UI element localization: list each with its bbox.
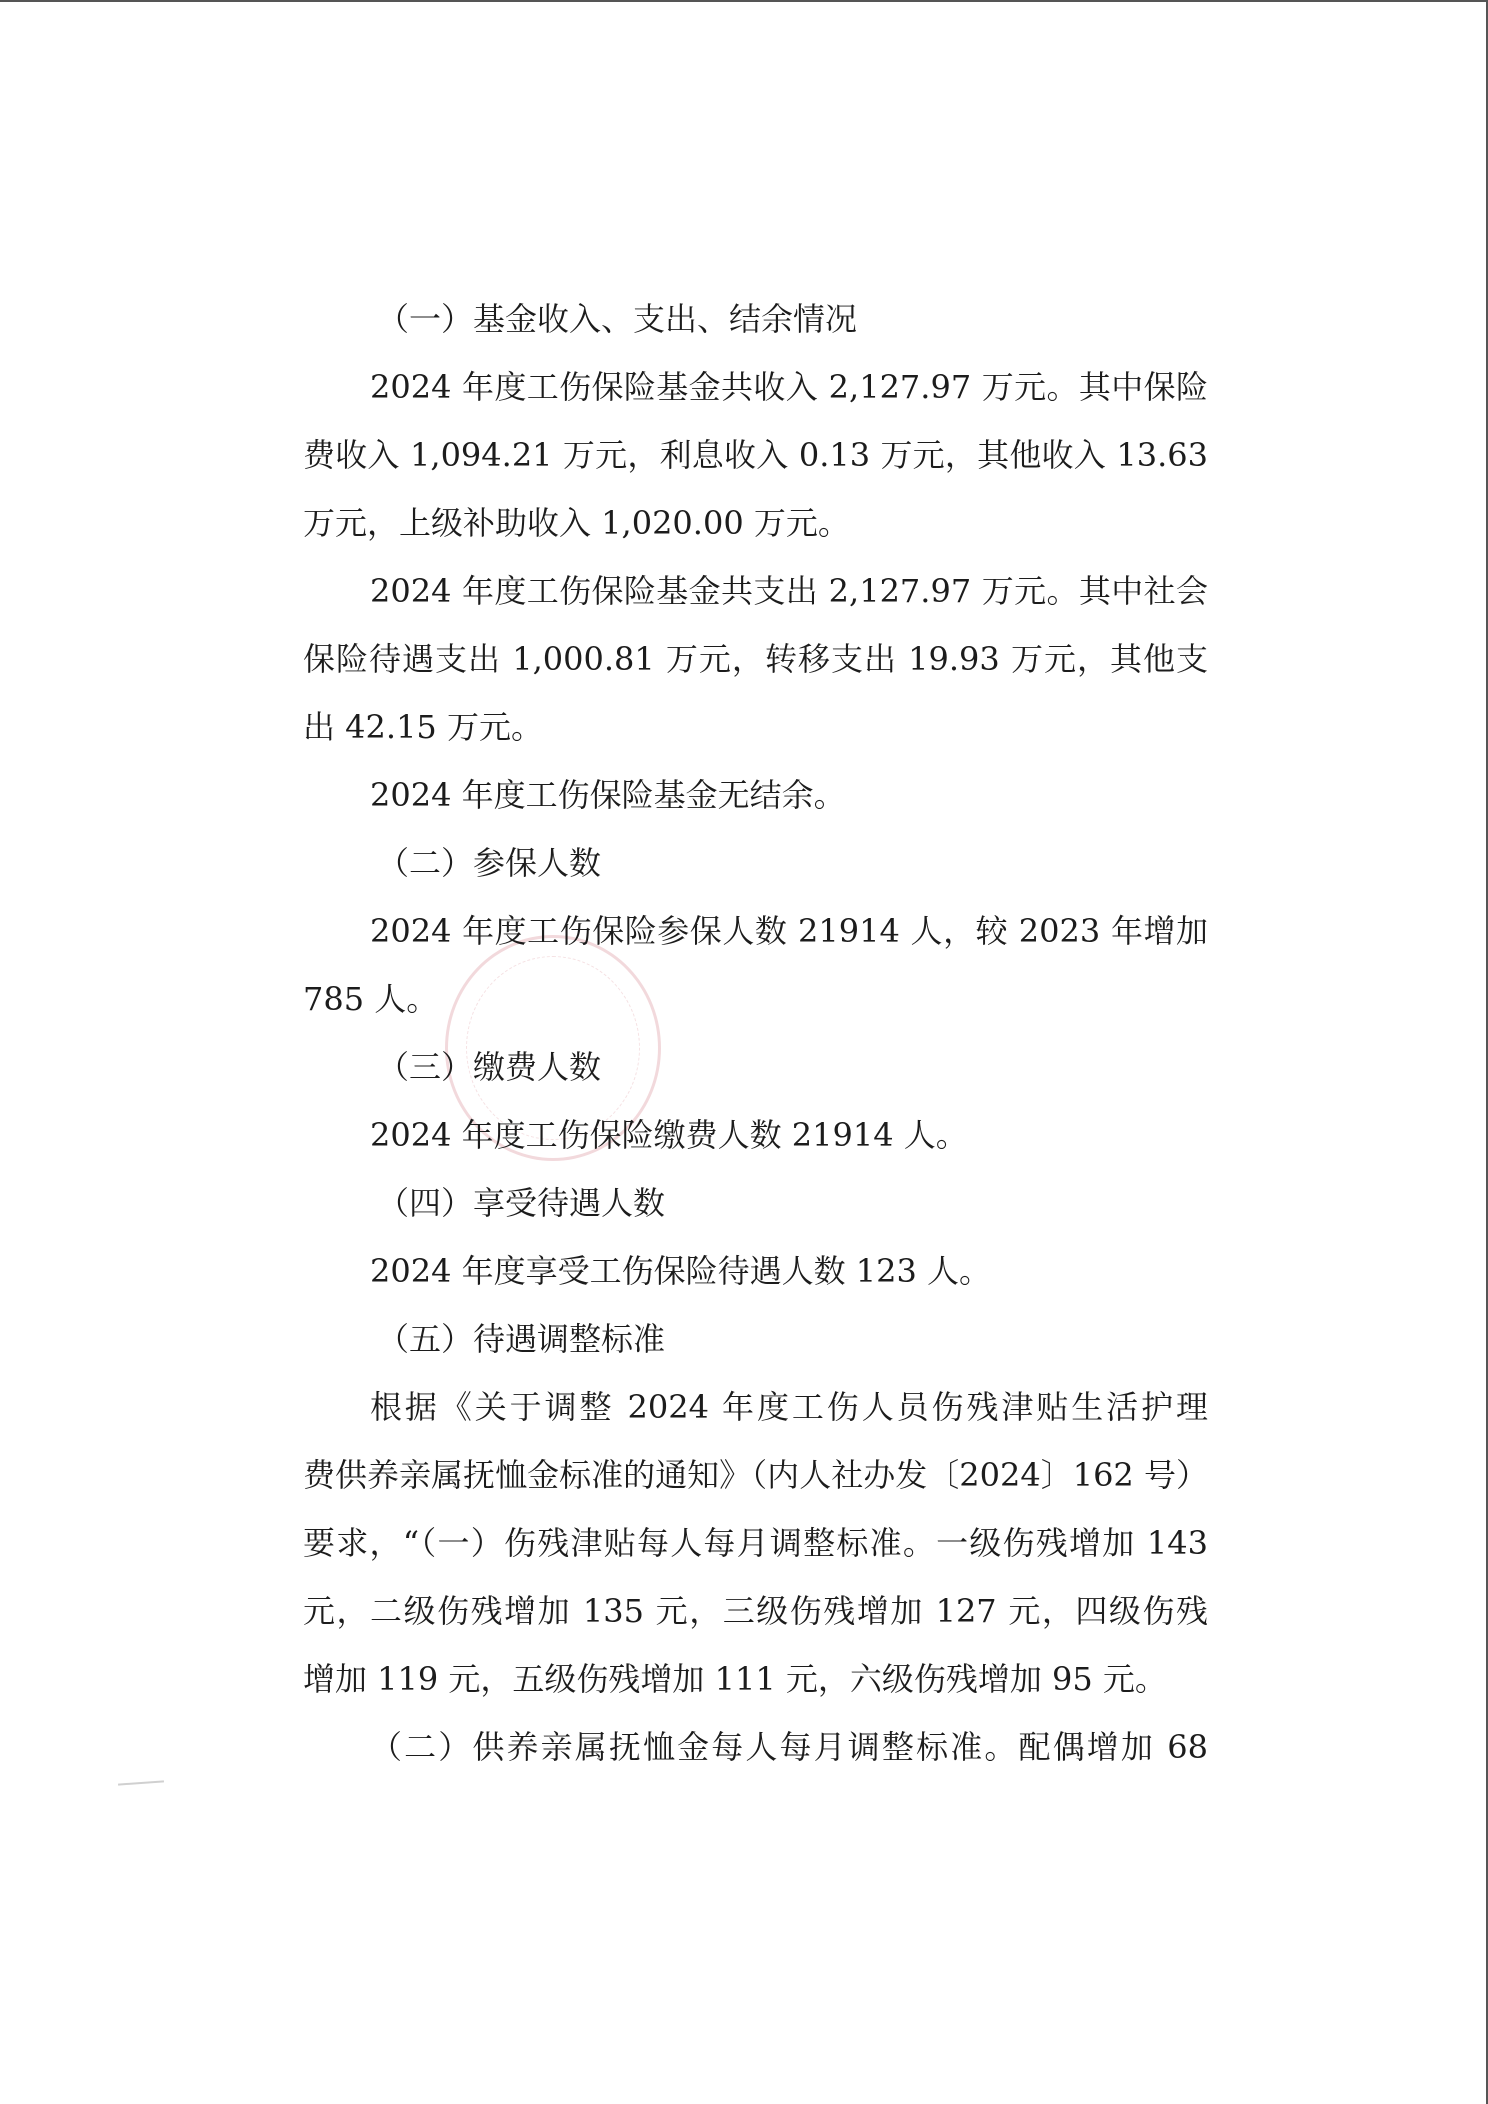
- scan-artifact-mark: [118, 1780, 164, 1785]
- text-line: 2024 年度工伤保险基金共收入 2,127.97 万元。其中保险: [370, 368, 1208, 406]
- text-line: 2024 年度工伤保险参保人数 21914 人，较 2023 年增加: [370, 912, 1208, 950]
- text-line: 2024 年度享受工伤保险待遇人数 123 人。: [370, 1252, 992, 1290]
- text-line: 要求，“（一）伤残津贴每人每月调整标准。一级伤残增加 143: [303, 1524, 1208, 1562]
- text-line: 2024 年度工伤保险缴费人数 21914 人。: [370, 1116, 968, 1154]
- text-line: 2024 年度工伤保险基金无结余。: [370, 776, 846, 814]
- text-line: （二）参保人数: [377, 844, 602, 882]
- text-line: （二）供养亲属抚恤金每人每月调整标准。配偶增加 68: [370, 1728, 1208, 1766]
- text-line: （一）基金收入、支出、结余情况: [377, 300, 858, 338]
- text-line: （五）待遇调整标准: [377, 1320, 666, 1358]
- text-line: 出 42.15 万元。: [303, 708, 543, 746]
- scan-border-top: [0, 0, 1488, 2]
- text-line: 费供养亲属抚恤金标准的通知》（内人社办发〔2024〕162 号）: [303, 1456, 1208, 1494]
- text-line: 增加 119 元，五级伤残增加 111 元，六级伤残增加 95 元。: [303, 1660, 1167, 1698]
- text-line: 2024 年度工伤保险基金共支出 2,127.97 万元。其中社会: [370, 572, 1208, 610]
- text-line: 万元，上级补助收入 1,020.00 万元。: [303, 504, 850, 542]
- text-line: 785 人。: [303, 980, 439, 1018]
- text-line: 根据《关于调整 2024 年度工伤人员伤残津贴生活护理: [370, 1388, 1208, 1426]
- text-line: 元，二级伤残增加 135 元，三级伤残增加 127 元，四级伤残: [303, 1592, 1208, 1630]
- text-line: （三）缴费人数: [377, 1048, 602, 1086]
- text-line: 费收入 1,094.21 万元，利息收入 0.13 万元，其他收入 13.63: [303, 436, 1208, 474]
- document-body: [303, 285, 1208, 1781]
- text-line: （四）享受待遇人数: [377, 1184, 666, 1222]
- text-line: 保险待遇支出 1,000.81 万元，转移支出 19.93 万元，其他支: [303, 640, 1208, 678]
